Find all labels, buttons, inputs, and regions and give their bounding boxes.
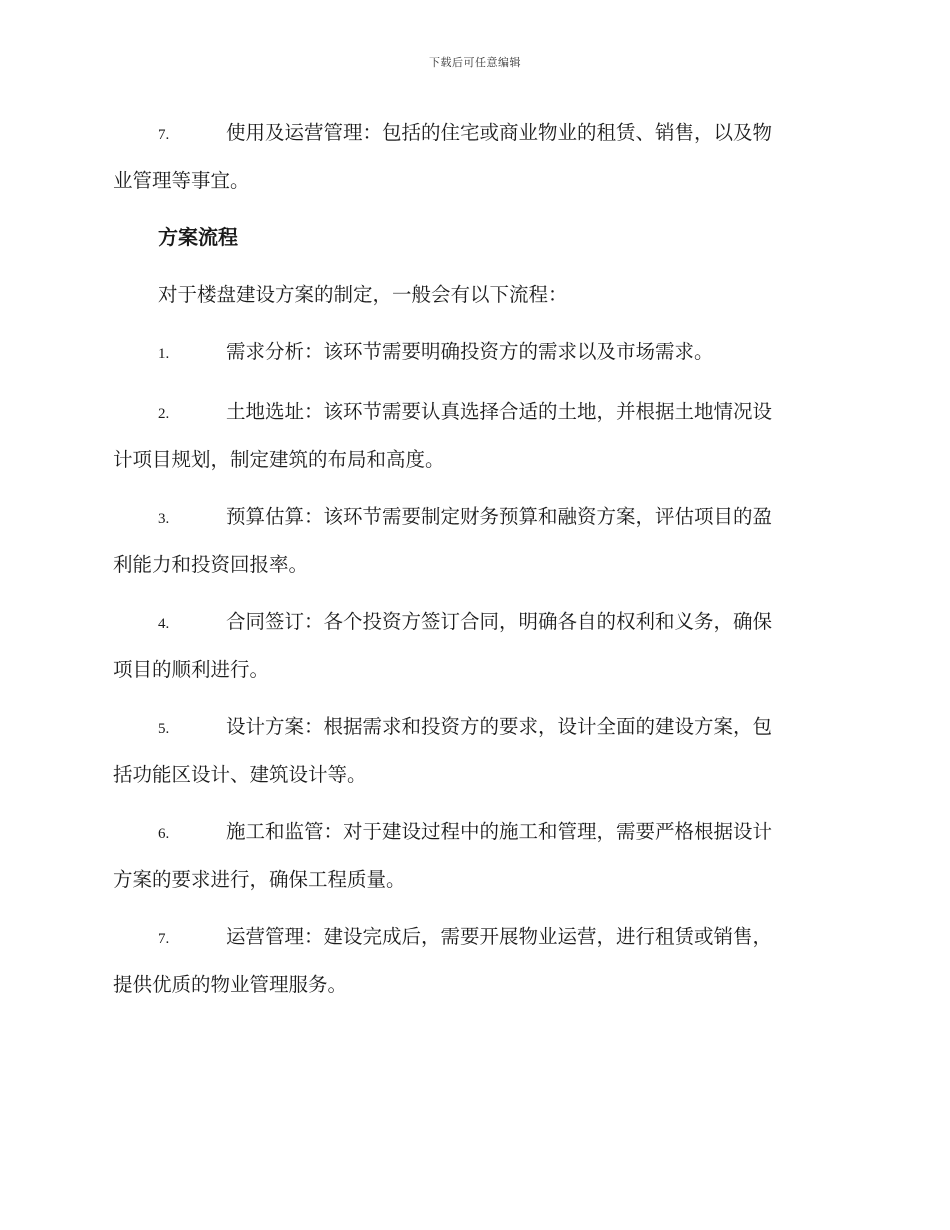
list-item-text-line2: 计项目规划，制定建筑的布局和高度。 <box>113 448 445 471</box>
list-item-text-line1: 合同签订：各个投资方签订合同，明确各自的权利和义务，确保 <box>226 610 773 633</box>
list-item-text-line2: 项目的顺利进行。 <box>113 658 270 681</box>
list-item-text-line1: 需求分析：该环节需要明确投资方的需求以及市场需求。 <box>226 340 714 363</box>
list-item-first-line <box>113 329 835 377</box>
page-header: 下载后可任意编辑 <box>429 56 521 69</box>
list-item <box>113 389 835 482</box>
list-item-first-line <box>113 809 835 857</box>
list-item-number: 3. <box>158 511 170 527</box>
list-item-text-line1: 土地选址：该环节需要认真选择合适的土地，并根据土地情况设 <box>226 400 773 423</box>
list-item-number: 5. <box>158 721 170 737</box>
list-item-text-line2: 括功能区设计、建筑设计等。 <box>113 763 367 786</box>
section-heading: 方案流程 <box>158 225 238 249</box>
list-item <box>113 329 835 377</box>
document-body <box>113 110 835 1019</box>
list-item-first-line <box>113 599 835 647</box>
list-item-text-line1: 预算估算：该环节需要制定财务预算和融资方案，评估项目的盈 <box>226 505 773 528</box>
list-item-text-line2: 利能力和投资回报率。 <box>113 553 309 576</box>
list-item-text-line2: 提供优质的物业管理服务。 <box>113 973 348 996</box>
list-item <box>113 494 835 587</box>
list-item-number: 7. <box>158 931 170 947</box>
list-item-number: 1. <box>158 346 170 362</box>
list-item-number: 2. <box>158 406 170 422</box>
list-item-text-line1: 施工和监管：对于建设过程中的施工和管理，需要严格根据设计 <box>226 820 773 843</box>
list-item-text-line1: 设计方案：根据需求和投资方的要求，设计全面的建设方案，包 <box>226 715 773 738</box>
list-item-number: 7. <box>158 127 170 143</box>
intro-paragraph: 对于楼盘建设方案的制定，一般会有以下流程： <box>158 283 568 306</box>
list-item-first-line <box>113 389 835 437</box>
list-item-first-line <box>113 704 835 752</box>
list-item <box>113 809 835 902</box>
list-item <box>113 914 835 1007</box>
process-list <box>113 329 835 1007</box>
list-item-text-line1: 运营管理：建设完成后，需要开展物业运营，进行租赁或销售， <box>226 925 773 948</box>
list-item-text-line2: 方案的要求进行，确保工程质量。 <box>113 868 406 891</box>
list-item-first-line <box>113 110 835 158</box>
list-item-text-line1: 使用及运营管理：包括的住宅或商业物业的租赁、销售，以及物 <box>226 121 773 144</box>
list-item-first-line <box>113 914 835 962</box>
list-item <box>113 704 835 797</box>
list-item-number: 4. <box>158 616 170 632</box>
list-item <box>113 599 835 692</box>
list-item-text-line2: 业管理等事宜。 <box>113 169 250 192</box>
list-item-first-line <box>113 494 835 542</box>
list-item-number: 6. <box>158 826 170 842</box>
list-item-top <box>113 110 835 203</box>
